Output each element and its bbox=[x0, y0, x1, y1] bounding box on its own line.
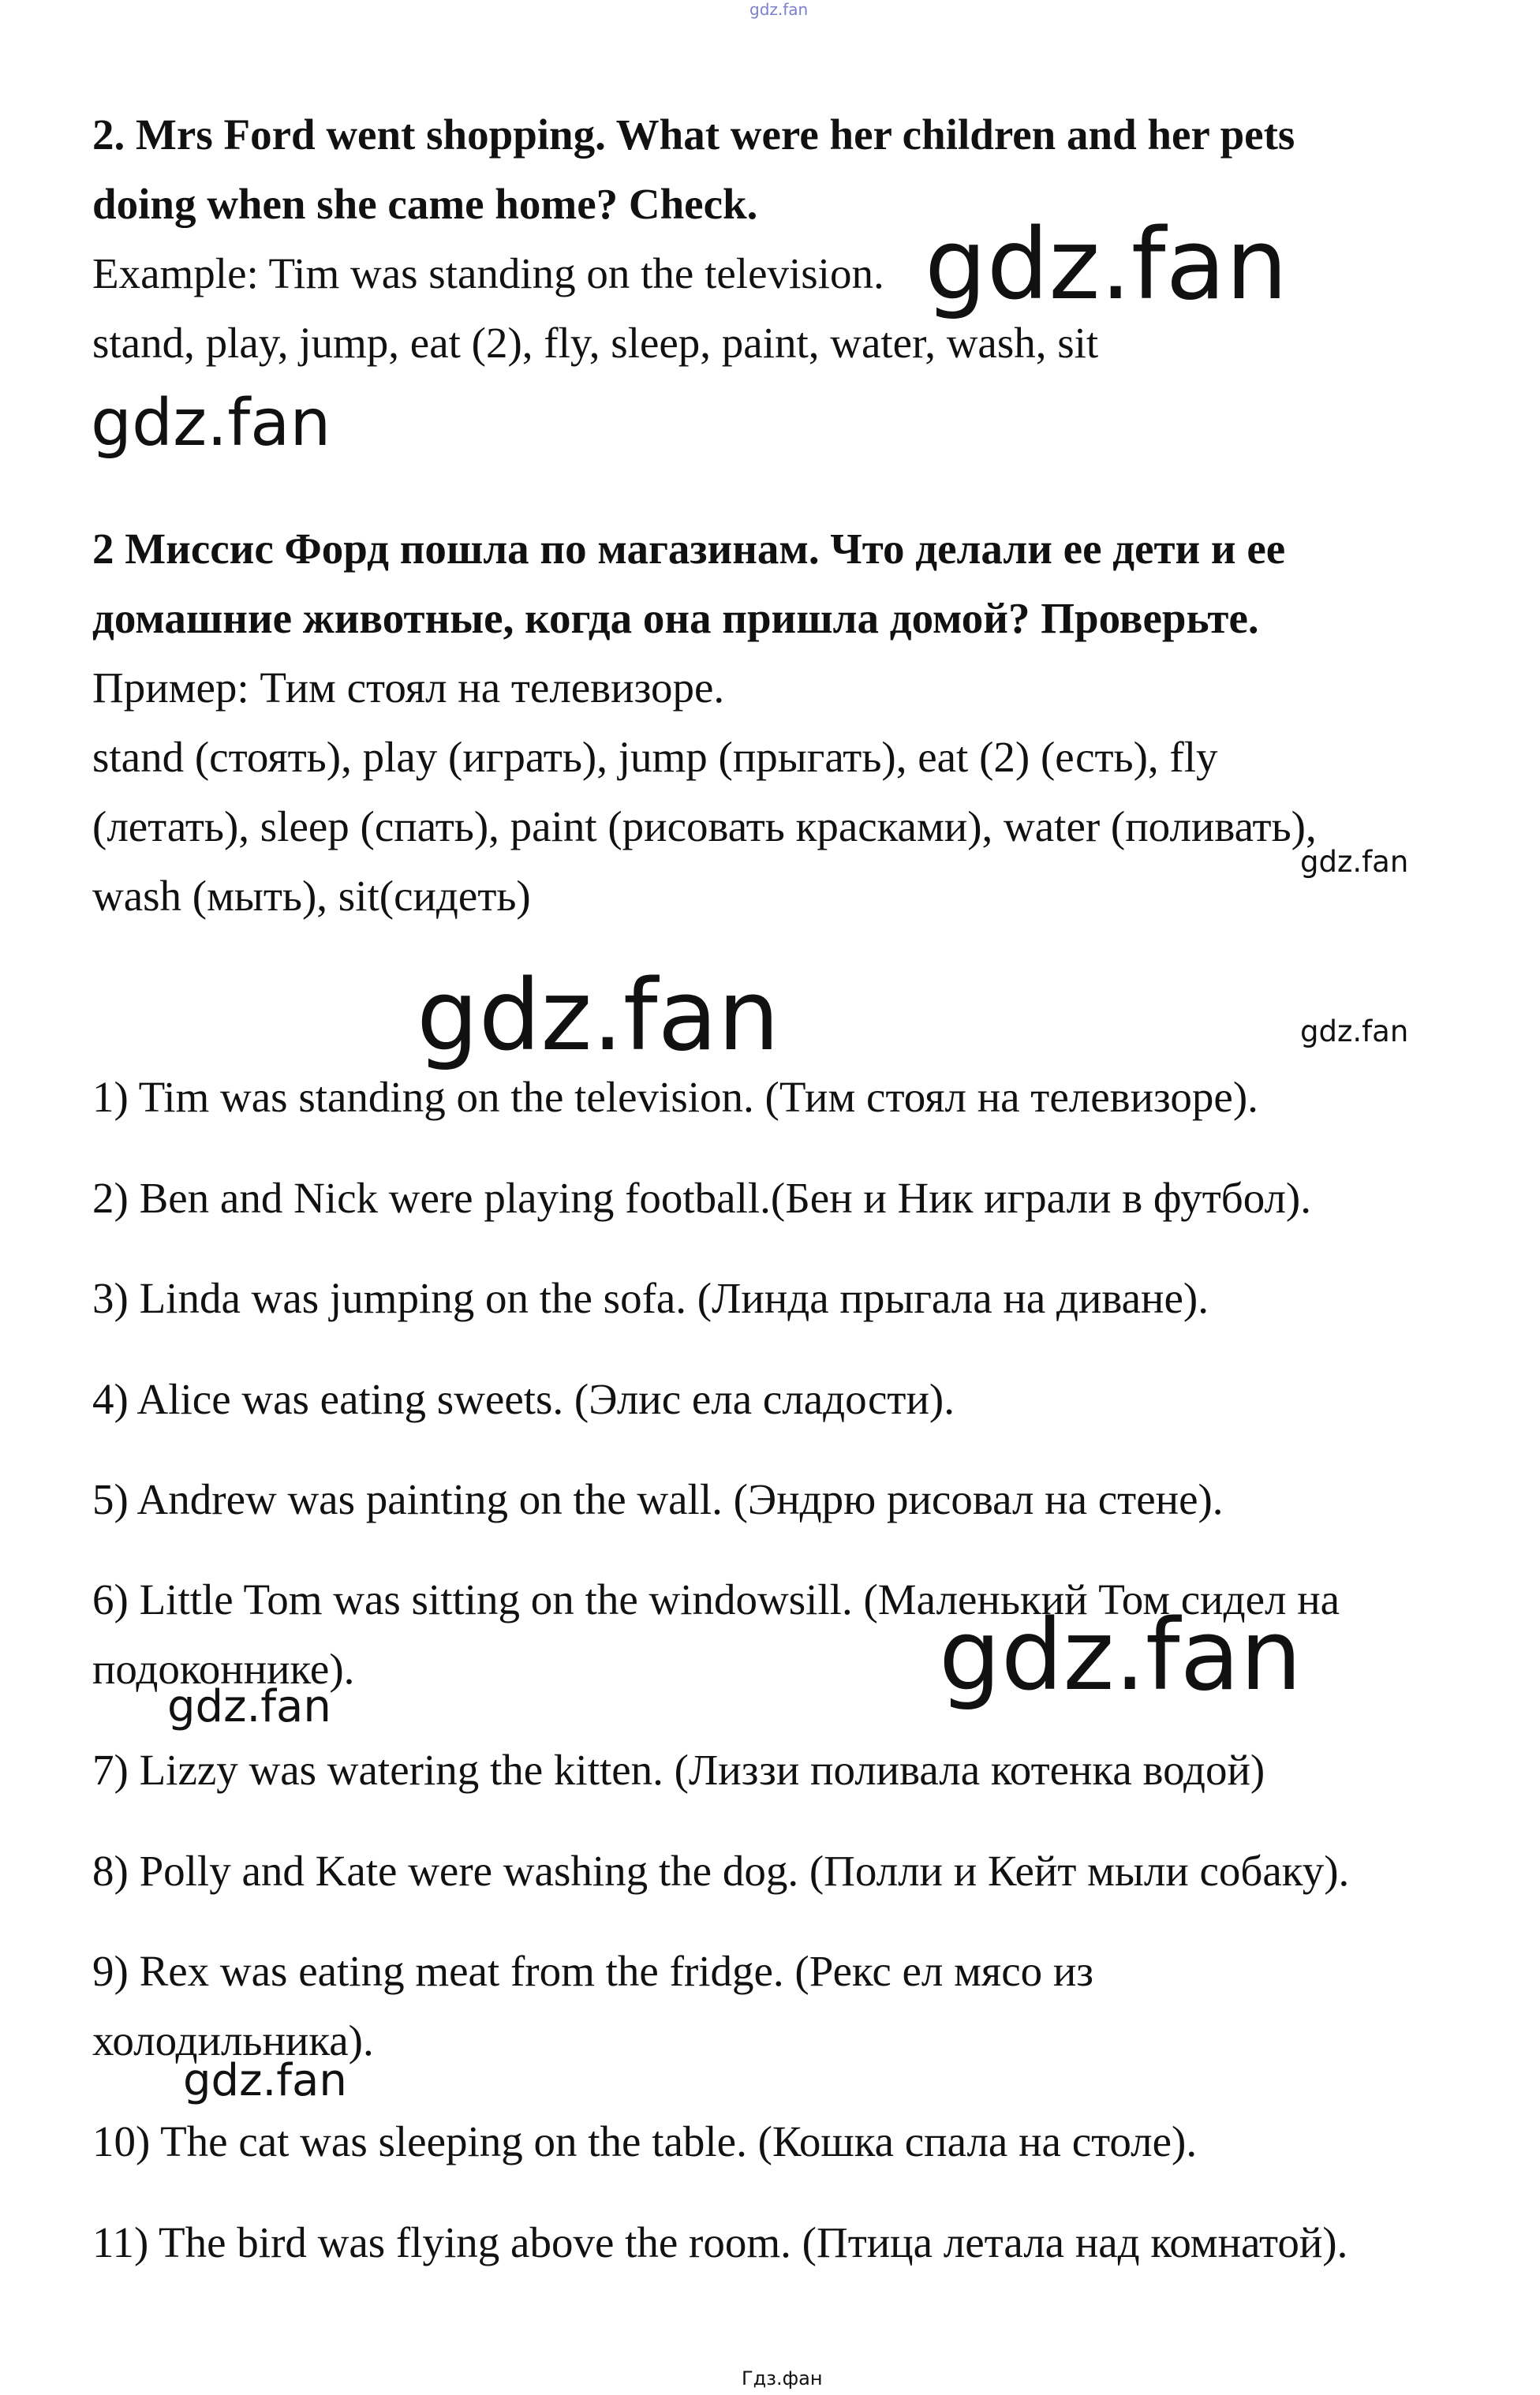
watermark-top: gdz.fan bbox=[749, 0, 809, 19]
translation-verbs-line-2: (летать), sleep (спать), paint (рисовать красками), water (поливать), bbox=[92, 802, 1317, 850]
task-title-line-2: doing when she came home? Check. bbox=[92, 180, 758, 228]
answer-11: 11) The bird was flying above the room. (Птица летала над комнатой). bbox=[92, 2218, 1348, 2266]
task-title-line-1: 2. Mrs Ford went shopping. What were her children and her pets bbox=[92, 110, 1295, 159]
translation-verbs-line-3: wash (мыть), sit(сидеть) bbox=[92, 872, 531, 920]
answer-8: 8) Polly and Kate were washing the dog. (Полли и Кейт мыли собаку). bbox=[92, 1847, 1350, 1895]
translation-title-line-2: домашние животные, когда она пришла домой? Проверьте. bbox=[92, 594, 1259, 642]
task-verbs: stand, play, jump, eat (2), fly, sleep, paint, water, wash, sit bbox=[92, 319, 1099, 367]
watermark: gdz.fan bbox=[417, 959, 780, 1073]
answer-9-continued: холодильника). bbox=[92, 2016, 374, 2064]
answer-6-continued: подоконнике). bbox=[92, 1645, 355, 1693]
answer-4: 4) Alice was eating sweets. (Элис ела сладости). bbox=[92, 1375, 955, 1423]
translation-example: Пример: Тим стоял на телевизоре. bbox=[92, 663, 725, 712]
watermark: gdz.fan bbox=[925, 208, 1288, 322]
answer-1: 1) Tim was standing on the television. (Тим стоял на телевизоре). bbox=[92, 1073, 1258, 1121]
watermark: gdz.fan bbox=[1300, 1014, 1409, 1048]
answer-3: 3) Linda was jumping on the sofa. (Линда прыгала на диване). bbox=[92, 1274, 1209, 1322]
answer-6: 6) Little Tom was sitting on the windowsill. (Маленький Том сидел на bbox=[92, 1575, 1340, 1623]
answer-5: 5) Andrew was painting on the wall. (Эндрю рисовал на стене). bbox=[92, 1475, 1224, 1523]
answer-2: 2) Ben and Nick were playing football.(Бен и Ник играли в футбол). bbox=[92, 1174, 1311, 1222]
answer-7: 7) Lizzy was watering the kitten. (Лиззи поливала котенка водой) bbox=[92, 1746, 1265, 1794]
translation-verbs-line-1: stand (стоять), play (играть), jump (прыгать), eat (2) (есть), fly bbox=[92, 733, 1218, 781]
answer-10: 10) The cat was sleeping on the table. (Кошка спала на столе). bbox=[92, 2117, 1198, 2165]
answer-9: 9) Rex was eating meat from the fridge. (Рекс ел мясо из bbox=[92, 1947, 1094, 1995]
watermark: gdz.fan bbox=[1300, 845, 1409, 879]
watermark: gdz.fan bbox=[939, 1599, 1303, 1713]
task-example: Example: Tim was standing on the television. bbox=[92, 249, 884, 297]
translation-title-line-1: 2 Миссис Форд пошла по магазинам. Что делали ее дети и ее bbox=[92, 525, 1286, 573]
footer-watermark: Гдз.фан bbox=[742, 2367, 823, 2389]
watermark: gdz.fan bbox=[167, 1681, 331, 1732]
watermark: gdz.fan bbox=[183, 2055, 347, 2106]
watermark: gdz.fan bbox=[91, 386, 331, 461]
